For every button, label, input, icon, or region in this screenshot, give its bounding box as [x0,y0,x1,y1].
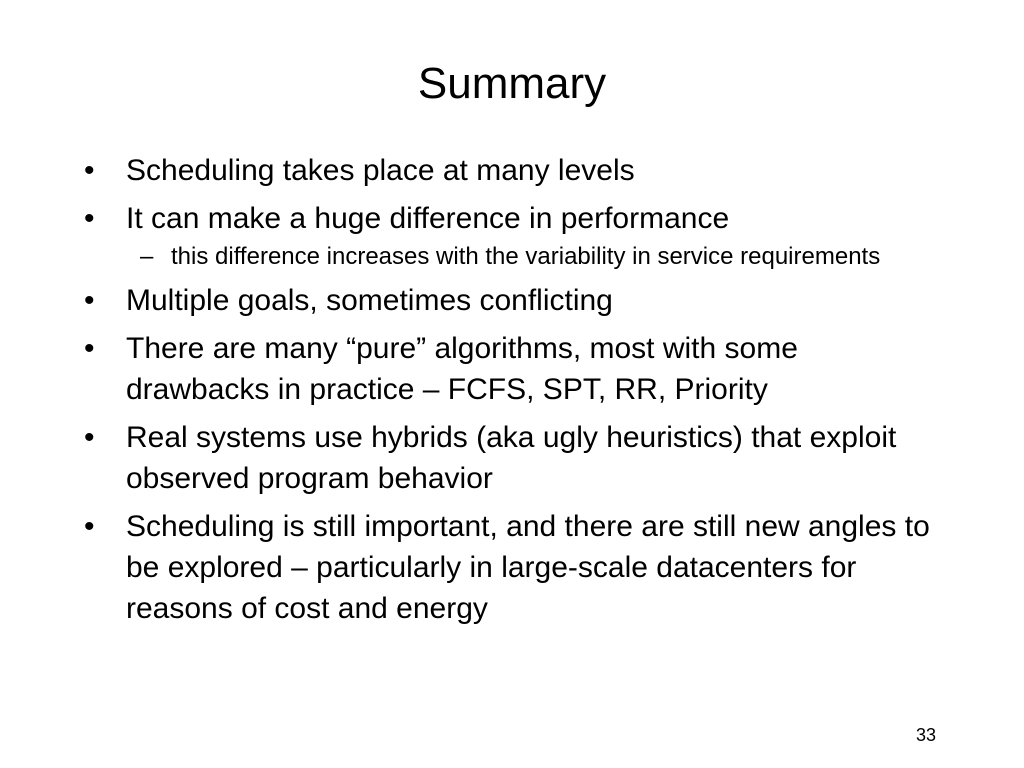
bullet-item [84,417,944,499]
bullet-marker: • [84,284,95,317]
bullet-marker: • [84,332,95,365]
bullet-text: Scheduling is still important, and there are still new angles to be explored – particularly in large-scale datacenters for reasons of cost and energy [126,510,930,625]
bullet-text: Real systems use hybrids (aka ugly heuristics) that exploit observed program behavior [126,421,897,495]
slide-title: Summary [417,59,607,108]
bullet-marker: • [84,510,95,543]
sub-bullet-marker: – [140,243,154,270]
bullet-item [84,328,944,410]
bullet-text: There are many “pure” algorithms, most with some drawbacks in practice – FCFS, SPT, RR, Priority [126,332,798,406]
bullet-item [84,280,944,321]
slide-number: 33 [915,725,936,745]
bullet-text: It can make a huge difference in performance [126,202,730,235]
sub-bullet-item [126,241,944,273]
bullet-text: Scheduling takes place at many levels [126,154,635,187]
bullet-item [84,198,944,273]
bullet-text: Multiple goals, sometimes conflicting [126,284,613,317]
bullet-marker: • [84,202,95,235]
sub-bullet-list [126,241,944,273]
bullet-marker: • [84,421,95,454]
bullet-marker: • [84,154,95,187]
sub-bullet-text: this difference increases with the variability in service requirements [171,243,881,270]
bullet-item [84,506,944,629]
bullet-item [84,150,944,191]
bullet-list [84,150,944,636]
